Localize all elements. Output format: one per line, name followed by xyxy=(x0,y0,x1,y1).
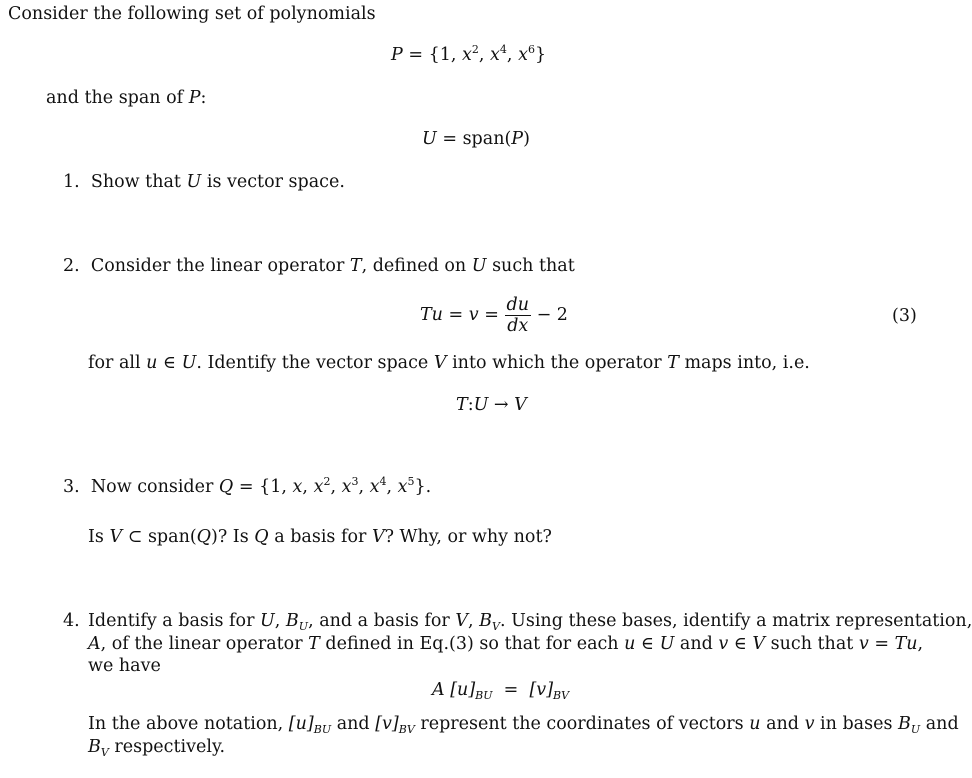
q3-x3-exp: 3 xyxy=(351,475,359,488)
q3-x2-exp: 2 xyxy=(323,475,331,488)
span-eq-fn: span( xyxy=(462,129,512,149)
eq-label-3: (3) xyxy=(892,306,917,326)
q3-x4-exp: 4 xyxy=(379,475,387,488)
q4-l4-u-br: [u] xyxy=(288,714,314,734)
q4-l4-u: u xyxy=(749,714,761,734)
q4-line2 xyxy=(88,633,923,655)
q2-map-V: V xyxy=(514,395,527,415)
q2-map-T: T xyxy=(456,395,468,415)
q4-l5-BV: B xyxy=(88,737,101,757)
q3-l2-subset: ⊂ xyxy=(127,527,143,547)
q3-l2-V2: V xyxy=(371,527,385,547)
q4-l2-u: u xyxy=(624,634,636,654)
q4-line5 xyxy=(88,736,225,758)
set-p-open: {1, xyxy=(428,45,457,65)
q3-comma3: , xyxy=(358,477,365,497)
q4-eq-u-br: [u] xyxy=(450,680,476,700)
q4-l2-v2: v xyxy=(858,634,869,654)
q1-text-b: is vector space. xyxy=(206,172,345,192)
q4-eq-BV-sub: V xyxy=(561,689,570,702)
q4-l2-b: defined in Eq.(3) so that for each xyxy=(325,634,619,654)
q3-comma4: , xyxy=(386,477,393,497)
q4-l2-v: v xyxy=(718,634,729,654)
q4-eq-BV: B xyxy=(553,689,562,702)
q4-l4-BU2: B xyxy=(898,714,911,734)
q3-l2-Q2: Q xyxy=(254,527,269,547)
q4-l1-BU-sub: U xyxy=(298,620,309,633)
q1-text-a: Show that xyxy=(90,172,181,192)
q4-line1: Identify a basis for U, $B_U$, and a basis for V, $B_V$. Using these bases, identify a matrix representation, xyxy=(88,611,972,633)
q2-fraction xyxy=(505,295,531,336)
span-intro-var: P xyxy=(188,88,201,108)
q1-number: 1. xyxy=(63,172,80,192)
q4-l2-c: and xyxy=(679,634,713,654)
set-p-equation: P = {1, $x^2$, $x^4$, $x^6$} xyxy=(391,43,547,65)
q4-l4-and2: and xyxy=(766,714,799,734)
span-intro-text: and the span of xyxy=(46,88,184,108)
q4-l1-V: V xyxy=(455,611,469,631)
q4-l4-BU-sub: U xyxy=(321,723,332,736)
q4-l1-BU: B xyxy=(285,611,299,631)
intro-text: Consider the following set of polynomials xyxy=(8,4,376,24)
q4-eq-BU-sub: U xyxy=(483,689,493,702)
x4-exp: 4 xyxy=(499,43,507,56)
q3-l2-b: )? Is xyxy=(211,527,249,547)
question-3 xyxy=(63,476,431,498)
set-p-close: } xyxy=(534,45,547,65)
x6-exp: 6 xyxy=(527,43,535,56)
q2-l2-b: . Identify the vector space xyxy=(196,353,429,373)
q4-eq-v-br: [v] xyxy=(529,680,554,700)
q3-set-close: }. xyxy=(414,477,432,497)
q2-l2-T: T xyxy=(667,353,679,373)
q4-line4 xyxy=(88,713,959,735)
q2-eq-lhs: Tu xyxy=(420,305,443,325)
q4-l1-BV-sub: V xyxy=(492,620,500,633)
q4-l4-b: represent the coordinates of vectors xyxy=(420,714,744,734)
q3-eq: = xyxy=(238,477,254,497)
x6-base: x xyxy=(518,45,528,65)
q3-number: 3. xyxy=(63,477,80,497)
q2-l2-u: u xyxy=(146,353,158,373)
q4-l2-in1: ∈ xyxy=(641,634,654,654)
q2-var-t: T xyxy=(349,256,362,276)
q4-eq-A: A xyxy=(432,680,445,700)
q3-comma2: , xyxy=(330,477,337,497)
q2-l2-in: ∈ xyxy=(163,353,176,373)
q2-eq-sym1: = xyxy=(448,305,464,325)
q4-l2-U: U xyxy=(659,634,675,654)
q4-l1-U: U xyxy=(260,611,275,631)
q3-x2-base: x xyxy=(313,477,324,497)
question-1 xyxy=(63,171,345,193)
q2-frac-den: dx xyxy=(507,316,529,336)
q4-l1-b: , and a basis for xyxy=(308,611,450,631)
span-equation xyxy=(422,128,530,150)
q2-map-colon: : xyxy=(467,395,474,415)
q2-l2-a: for all xyxy=(88,353,141,373)
q3-x4-base: x xyxy=(369,477,380,497)
q4-l2-a: , of the linear operator xyxy=(100,634,303,654)
q3-text-a: Now consider xyxy=(90,477,214,497)
q2-equation xyxy=(420,295,568,336)
q4-l1-c: . Using these bases, identify a matrix representation, xyxy=(499,611,972,631)
q3-l2-Q: Q xyxy=(196,527,212,547)
q3-line2 xyxy=(88,526,552,548)
q4-number: 4. xyxy=(63,611,80,631)
q3-x5-exp: 5 xyxy=(407,475,415,488)
q4-l2-A: A xyxy=(88,634,101,654)
q2-eq-tail: − 2 xyxy=(536,305,568,325)
q3-set-open: {1, xyxy=(259,477,287,497)
q2-l2-V: V xyxy=(433,353,447,373)
q2-l2-c: into which the operator xyxy=(452,353,662,373)
q4-l5-text: respectively. xyxy=(114,737,226,757)
q4-eq-sign: = xyxy=(503,680,519,700)
q1-var: U xyxy=(186,172,202,192)
q4-l4-c: in bases xyxy=(820,714,893,734)
q2-text-b: , defined on xyxy=(361,256,467,276)
q2-eq-sym2: = xyxy=(484,305,499,325)
q3-l2-span: span( xyxy=(147,527,197,547)
q4-l4-BV-sub: V xyxy=(406,723,415,736)
q4-l2-e: , xyxy=(917,634,924,654)
q4-l4-a: In the above notation, xyxy=(88,714,284,734)
q3-comma1: , xyxy=(302,477,308,497)
question-2 xyxy=(63,255,575,277)
q4-l1-a: Identify a basis for xyxy=(88,611,255,631)
q2-var-u: U xyxy=(471,256,487,276)
q3-x1: x xyxy=(292,477,303,497)
q4-l2-d: such that xyxy=(770,634,854,654)
q4-l4-BU: B xyxy=(313,723,322,736)
x2-base: x xyxy=(462,45,472,65)
q4-equation xyxy=(432,679,569,701)
q2-text-c: such that xyxy=(492,256,575,276)
x4-base: x xyxy=(490,45,500,65)
q4-eq-BU: B xyxy=(475,689,484,702)
q4-l2-Tu: Tu xyxy=(894,634,918,654)
x2-exp: 2 xyxy=(471,43,479,56)
q2-map xyxy=(456,394,527,416)
q4-l4-and1: and xyxy=(336,714,370,734)
q3-l2-c: a basis for xyxy=(274,527,367,547)
q4-line3: we have xyxy=(88,656,161,676)
q3-l2-a: Is xyxy=(88,527,104,547)
q4-l2-in2: ∈ xyxy=(733,634,747,654)
q3-var-q: Q xyxy=(218,477,234,497)
span-eq-close: ) xyxy=(523,129,530,149)
q4-l4-and3: and xyxy=(925,714,959,734)
q3-x5-base: x xyxy=(397,477,408,497)
q4-l4-v-br: [v] xyxy=(375,714,399,734)
q3-l2-V: V xyxy=(109,527,123,547)
q2-map-arrow: → xyxy=(493,395,509,415)
q2-eq-v: v xyxy=(468,305,479,325)
q4-l2-V: V xyxy=(752,634,766,654)
q4-l5-BV-sub: V xyxy=(100,746,109,759)
set-p-lhs: P xyxy=(391,45,403,65)
q3-l2-d: ? Why, or why not? xyxy=(384,527,552,547)
q4-l4-v: v xyxy=(804,714,815,734)
span-eq-lhs: U xyxy=(422,129,437,149)
q4-l1-BV: B xyxy=(479,611,493,631)
span-eq-var: P xyxy=(511,129,524,149)
q4-l4-BV: B xyxy=(398,723,407,736)
span-intro xyxy=(46,87,206,109)
q2-number: 2. xyxy=(63,256,80,276)
q3-x3-base: x xyxy=(341,477,352,497)
q2-text-a: Consider the linear operator xyxy=(90,256,345,276)
span-intro-colon: : xyxy=(200,88,207,108)
q2-map-U: U xyxy=(473,395,489,415)
q4-l2-T: T xyxy=(308,634,320,654)
span-eq-sign: = xyxy=(442,129,457,149)
q2-line2 xyxy=(88,352,810,374)
q4-l2-eq: = xyxy=(874,634,890,654)
q4-l4-BU2-sub: U xyxy=(910,723,921,736)
q2-l2-U: U xyxy=(181,353,197,373)
q2-frac-num: du xyxy=(506,295,529,315)
q2-l2-d: maps into, i.e. xyxy=(684,353,810,373)
set-p-eq: = xyxy=(408,45,424,65)
